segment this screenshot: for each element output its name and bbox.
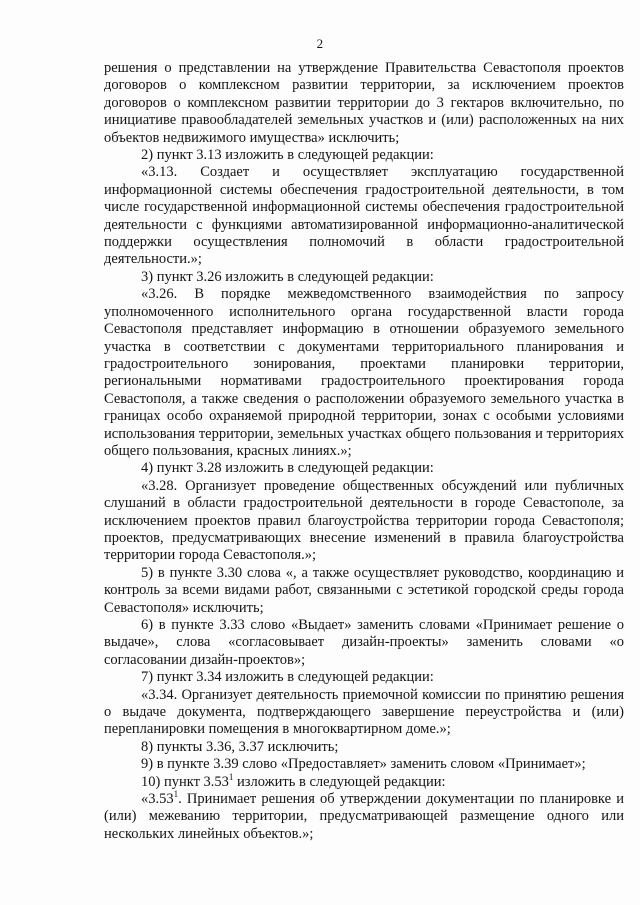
paragraph-clause-3-53-1 <box>104 791 624 843</box>
page-number: 2 <box>316 36 324 51</box>
paragraph-item-10-text: 10) пункт 3.53 <box>141 773 229 790</box>
superscript-index: 1 <box>228 771 234 782</box>
paragraph-item-3: 3) пункт 3.26 изложить в следующей редакции: <box>141 268 434 285</box>
paragraph-item-10-tail: изложить в следующей редакции: <box>233 773 446 790</box>
paragraph-continuation: решения о представлении на утверждение Правительства Севастополя проектов договоров о комплексном развитии территории, за исключением проектов договоров о комплексном развитии территории до 3 гектаров включительно, по инициативе правообладателей земельных участков и (или) расположенных на них объектов недвижимого имущества» исключить; <box>104 60 624 146</box>
paragraph-clause-3-26: «3.26. В порядке межведомственного взаимодействия по запросу уполномоченного исполнительного органа государственной власти города Севастополя представляет информацию в отношении образуемого земельного участка в соответствии с документами территориального планирования и градостроительного зонирования, проектами планировки территории, региональными нормативами градостроительного проектирования города Севастополя, а также сведения о расположении образуемого земельного участка в границах особо охраняемой природной территории, зонах с особыми условиями использования территории, земельных участках общего пользования и территориях общего пользования, красных линиях.»; <box>104 286 624 459</box>
paragraph-clause-3-53-1-tail: . Принимает решения об утверждении документации по планировке и (или) межеванию территории, предусматривающей размещение одного или нескольких линейных объектов.»; <box>104 791 624 842</box>
paragraph-item-9: 9) в пункте 3.39 слово «Предоставляет» заменить словом «Принимает»; <box>141 756 586 773</box>
paragraph-item-8: 8) пункты 3.36, 3.37 исключить; <box>141 738 339 755</box>
superscript-index: 1 <box>173 789 179 800</box>
paragraph-clause-3-28: «3.28. Организует проведение общественных обсуждений или публичных слушаний в области градостроительной деятельности в городе Севастополе, за исключением проектов правил благоустройства территории города Севастополя; проектов, предусматривающих внесение изменений в правила благоустройства территории города Севастополя.»; <box>104 477 624 564</box>
paragraph-item-10 <box>104 771 624 791</box>
paragraph-clause-3-53-1-text: «3.53 <box>141 791 174 808</box>
paragraph-item-6: 6) в пункте 3.33 слово «Выдает» заменить словами «Принимает решение о выдаче», слова «согласовывает дизайн-проекты» заменить словами «о согласовании дизайн-проектов»; <box>104 617 624 668</box>
paragraph-clause-3-13: «3.13. Создает и осуществляет эксплуатацию государственной информационной системы обеспечения градостроительной деятельности, в том числе государственной информационной системы обеспечения градостроительной деятельности с функциями автоматизированной информационно-аналитической поддержки осуществления полномочий в области градостроительной деятельности.»; <box>104 164 624 268</box>
document-body <box>104 60 624 843</box>
paragraph-item-5: 5) в пункте 3.30 слова «, а также осуществляет руководство, координацию и контроль за всеми видами работ, связанными с эстетикой городской среды города Севастополя» исключить; <box>104 564 624 616</box>
paragraph-clause-3-34: «3.34. Организует деятельность приемочной комиссии по принятию решения о выдаче документа, подтверждающего завершение переустройства и (или) перепланировки помещения в многоквартирном доме.»; <box>104 686 624 738</box>
paragraph-item-4: 4) пункт 3.28 изложить в следующей редакции: <box>141 460 434 477</box>
paragraph-item-2: 2) пункт 3.13 изложить в следующей редакции: <box>141 147 434 164</box>
paragraph-item-7: 7) пункт 3.34 изложить в следующей редакции: <box>141 669 434 686</box>
